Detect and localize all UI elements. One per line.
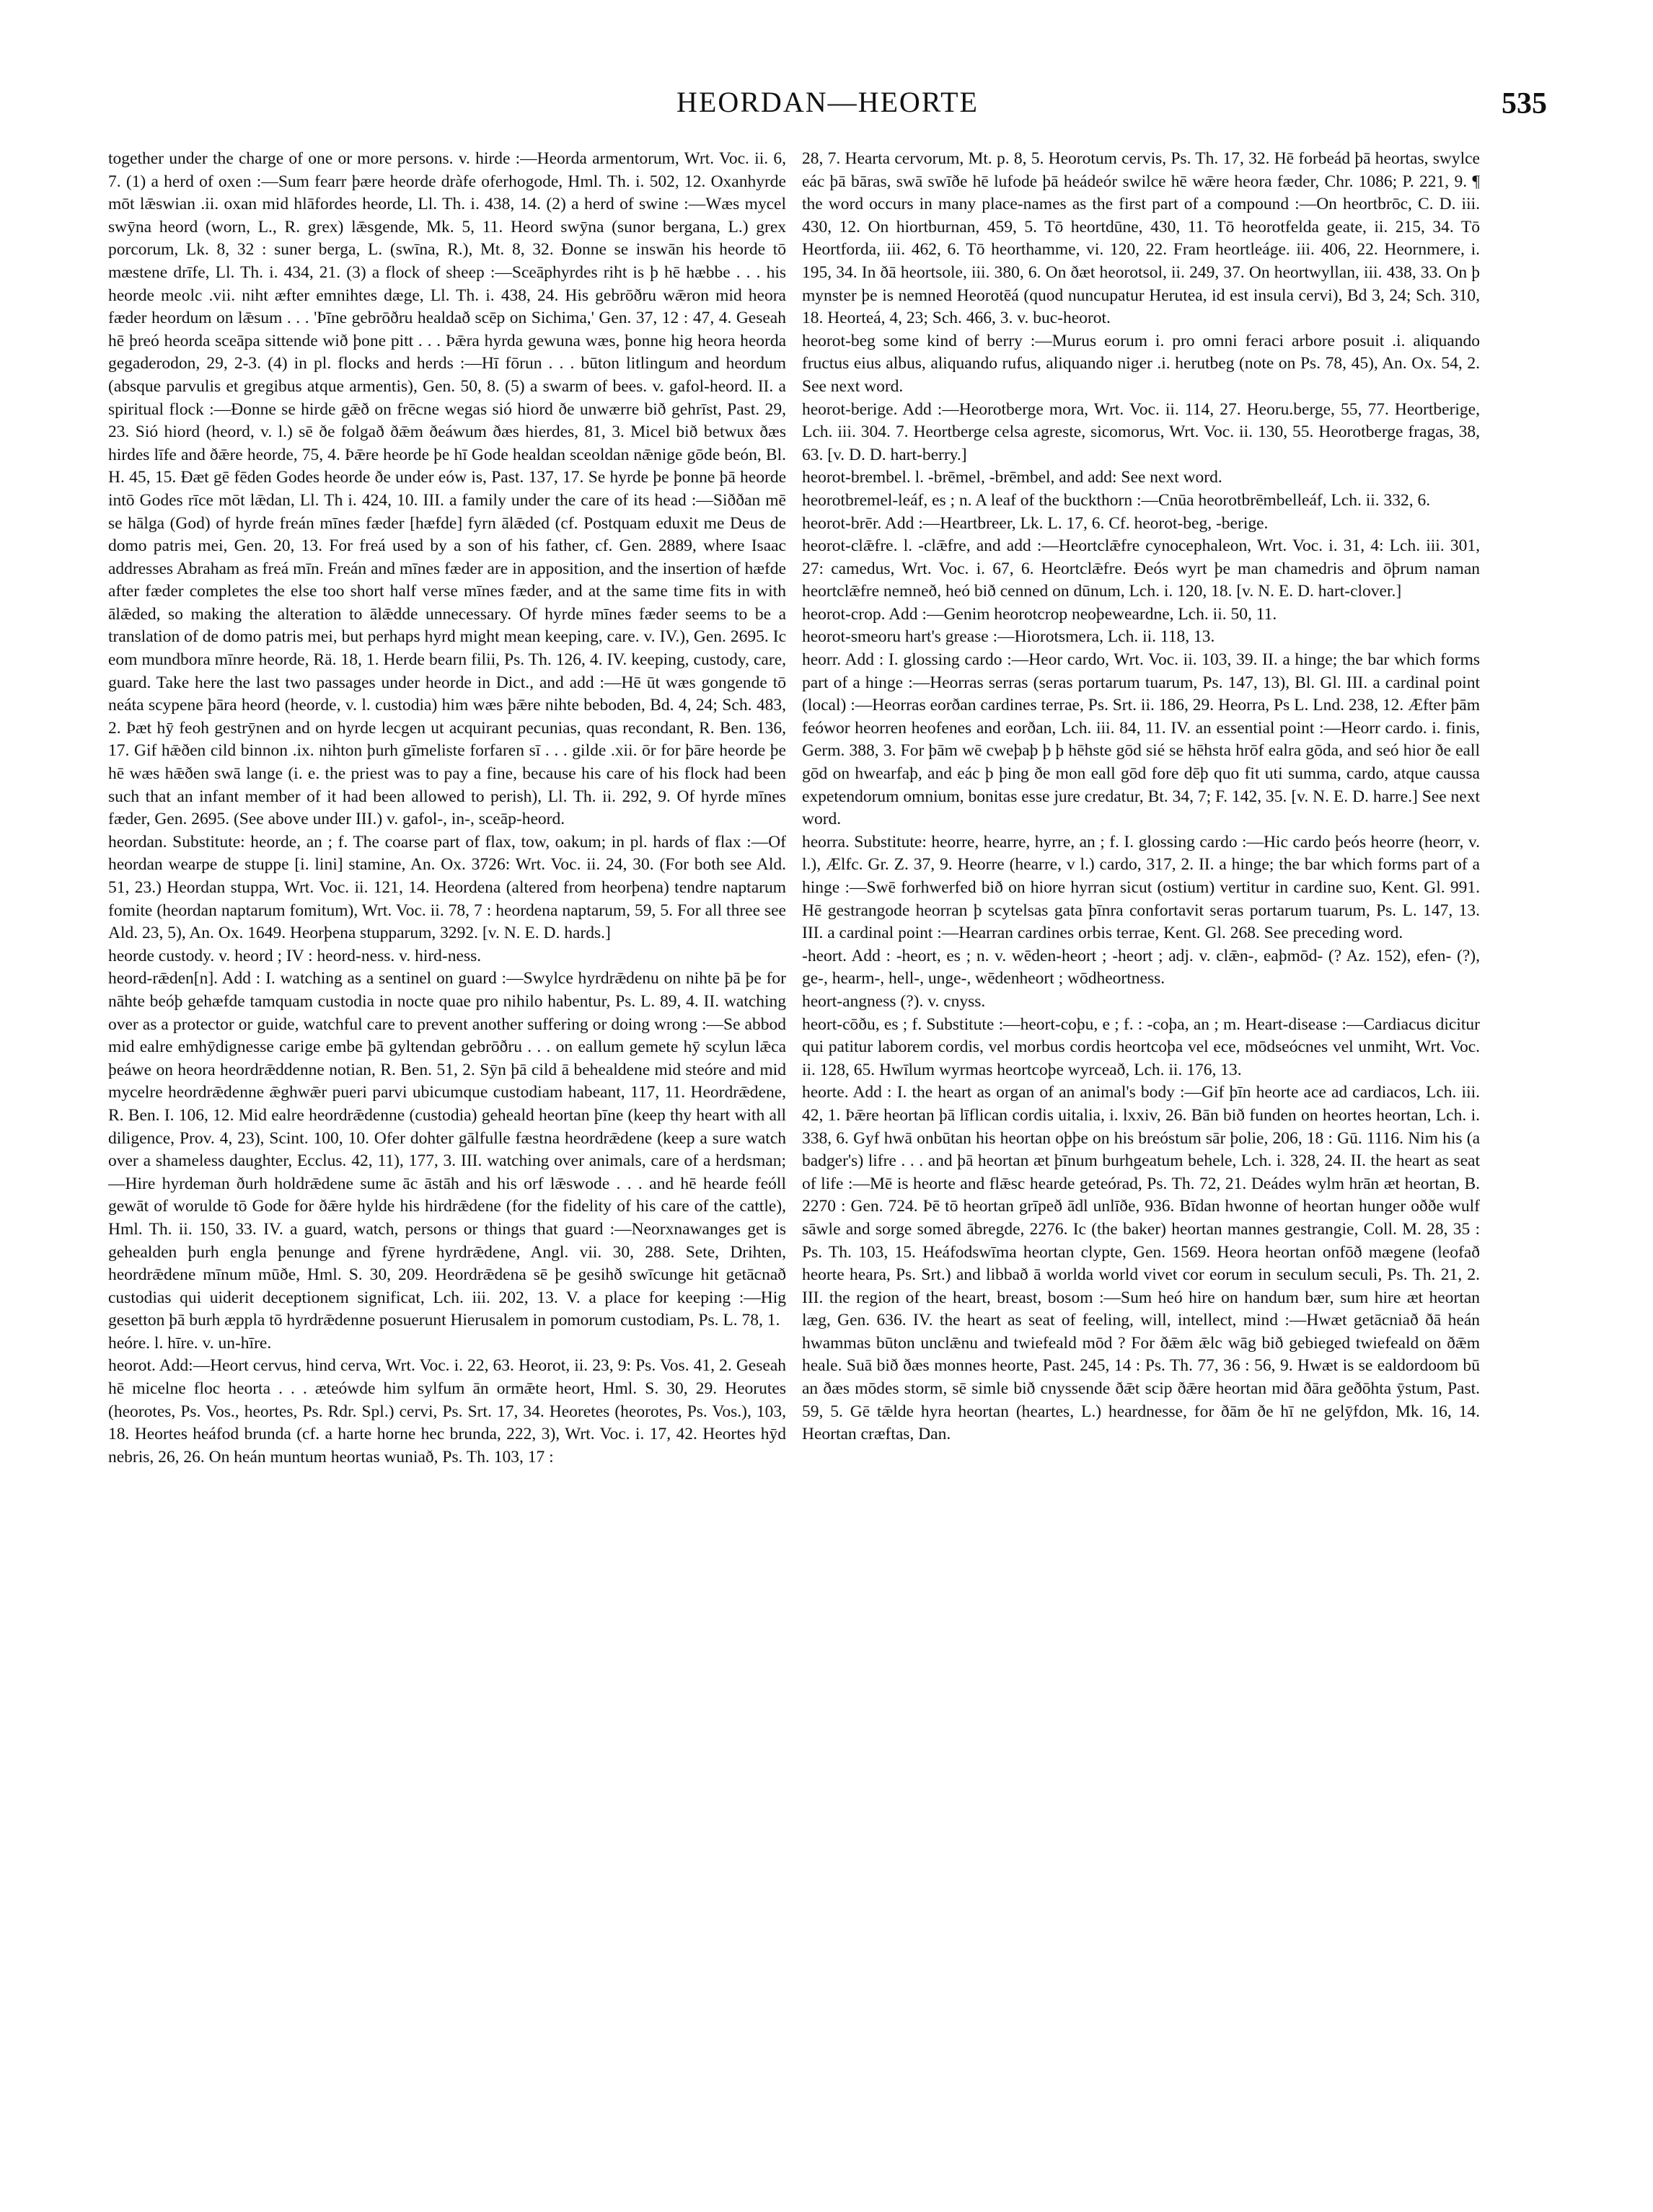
right-column	[802, 148, 1480, 2195]
entry-text: together under the charge of one or more persons. v. hirde :—Heorda armentorum, Wrt. Voc. ii. 6, 7. (1) a herd of oxen :—Sum fearr þære heorde dràfe oferhogode, Hml. Th. i. 502, 12. Oxanhyrde mōt lǣswian .ii. oxan mid hlāfordes heorde, Ll. Th. i. 438, 14. (2) a herd of swine :—Wæs mycel swȳna heord (worn, L., R. grex) lǣsgende, Mk. 5, 11. Heord swȳna (sunor bergana, L.) grex porcorum, Lk. 8, 32 : suner berga, L. (swīna, R.), Mt. 8, 32. Ðonne se inswān his heorde tō mæstene drīfe, Ll. Th. i. 434, 21. (3) a flock of sheep :—Sceāphyrdes riht is þ hē hæbbe . . . his heorde meolc .vii. niht æfter emnihtes dæge, Ll. Th. i. 438, 24. His gebrōðru wǣron mid heora fæder heordum on lǣsum . . . 'Þīne gebrōðru healdað scēp on Sichima,' Gen. 37, 12 : 47, 4. Geseah hē þreó heorda sceāpa sittende wið þone pitt . . . Þǣra hyrda gewuna wæs, þonne hig heora heorda gegaderodon, 29, 2-3. (4) in pl. flocks and herds :—Hī fōrun . . . būton litlingum and heordum (absque parvulis et gregibus atque armentis), Gen. 50, 8. (5) a swarm of bees. v. gafol-heord. II. a spiritual flock :—Ðonne se hirde gǣð on frēcne wegas sió hiord ðe unwærre bið gehrīst, Past. 29, 23. Sió hiord (heord, v. l.) sē ðe folgað ðǣm ðeáwum ðæs hierdes, 81, 3. Micel bið betwux ðæs hirdes līfe and ðǣre heorde, 75, 4. Þǣre heorde þe hī Gode healdan sceoldan nǣnige gōde beón, Bl. H. 45, 15. Ðæt gē fēden Godes heorde ðe under eów is, Past. 137, 17. Se hyrde þe þonne þā heorde intō Godes rīce mōt lǣdan, Ll. Th i. 424, 10. III. a family under the care of its head :—Siððan mē se hālga (God) of hyrde freán mīnes fæder [hæfde] fyrn ālǣded (cf. Postquam eduxit me Deus de domo patris mei, Gen. 20, 13. For freá used by a son of his father, cf. Gen. 2889, where Isaac addresses Abraham as freá mīn. Freán and mīnes fæder are in apposition, and the insertion of hæfde after fæder completes the else too short half verse mīnes fæder, and at the same time fits in with ālǣded, so making the alteration to ālǣdde unnecessary. Of hyrde mīnes fæder seems to be a translation of de domo patris mei, but perhaps hyrd might mean keeping, care. v. IV.), Gen. 2695. Ic eom mundbora mīnre heorde, Rä. 18, 1. Herde bearn filii, Ps. Th. 126, 4. IV. keeping, custody, care, guard. Take here the last two passages under heorde in Dict., and add :—Hē ūt wæs gongende tō neáta scypene þāra heord (heorde, v. l. custodia) him wæs þǣre nihte beboden, Bd. 4, 24; Sch. 483, 2. Þæt hȳ feoh gestrȳnen and on hyrde lecgen ut acquirant pecunias, quas recondant, R. Ben. 136, 17. Gif hǣðen cild binnon .ix. nihton þurh gīmeliste forfaren sī . . . gilde .xii. ōr for þāre heorde þe hē wæs hǣðen swā lange (i. e. the priest was to pay a fine, because his care of his flock had been such that an infant member of it had been allowed to perish), Ll. Th. ii. 292, 9. Of hyrde mīnes fæder, Gen. 2695. (See above under III.) v. gafol-, in-, sceāp-heord.	[108, 149, 786, 829]
entry-text: heorot-crop. Add :—Genim heorotcrop neoþeweardne, Lch. ii. 50, 11.	[802, 604, 1277, 624]
entry-text: heorot-brembel. l. -brēmel, -brēmbel, and add: See next word.	[802, 468, 1222, 487]
entry-text: heóre. l. hīre. v. un-hīre.	[108, 1333, 272, 1353]
running-head	[108, 85, 1547, 136]
entry-text: heorte. Add : I. the heart as organ of an animal's body :—Gif þīn heorte ace ad cardiacos, Lch. iii. 42, 1. Þǣre heortan þā līflican cordis uitalia, i. lxxiv, 26. Bān bið funden on heortes heortan, Lch. i. 338, 6. Gyf hwā onbūtan his heortan oþþe on his breóstum sār þolie, 206, 18 : Gū. 1116. Nim his (a badger's) lifre . . . and þā heortan æt þīnum burhgeatum behele, Lch. i. 328, 24. II. the heart as seat of life :—Mē is heorte and flǣsc hearde geteórad, Ps. Th. 72, 21. Deádes wylm hrān æt heortan, B. 2270 : Gen. 724. Þē tō heortan grīpeð ādl unlīðe, 936. Bīdan hwonne of heortan hunger oððe wulf sāwle and sorge somed ābregde, 2276. Ic (the baker) heortan mannes gestrangie, Coll. M. 28, 35 : Ps. Th. 103, 15. Heáfodswīma heortan clypte, Gen. 1569. Heora heortan onfōð mægene (leofað heorte heara, Ps. Srt.) and libbað ā worlda world vivet cor eorum in seculum seculi, Ps. Th. 21, 2. III. the region of the heart, breast, bosom :—Sum heó hire on handum bær, sum hire æt heortan læg, Gen. 636. IV. the heart as seat of feeling, will, intellect, mind :—Hwæt getācniað ðā heán hwammas būton unclǣnu and twiefeald mōd ? For ðǣm ǣlc wāg bið gebieged twiefeald on ðǣm heale. Suā bið ðæs monnes heorte, Past. 245, 14 : Ps. Th. 77, 36 : 56, 9. Hwæt is se ealdordoom bū an ðæs mōdes storm, sē simle bið cnyssende ðǣt scip ðǣre heortan mid ðāra geðōhta ȳstum, Past. 59, 5. Gē tǣlde hyra heortan (heartes, L.) heardnesse, for ðām ðe hī ne gelȳfdon, Mk. 16, 14. Heortan cræftas, Dan.	[802, 1083, 1480, 1444]
entry-text: heort-angness (?). v. cnyss.	[802, 991, 986, 1011]
entry-text: heort-cōðu, es ; f. Substitute :—heort-coþu, e ; f. : -coþa, an ; m. Heart-disease :—Cardiacus dicitur qui patitur laborem cordis, vel morbus cordis heortcoþa vel ece, mōdseócnes vel unmiht, Wrt. Voc. ii. 128, 65. Hwīlum wyrmas heortcoþe wyrceað, Lch. ii. 176, 13.	[802, 1014, 1480, 1079]
page-number: 535	[1502, 87, 1547, 120]
entry-text: heorra. Substitute: heorre, hearre, hyrre, an ; f. I. glossing cardo :—Hic cardo þeós heorre (heorr, v. l.), Ælfc. Gr. Z. 37, 9. Heorre (hearre, v l.) cardo, 317, 2. II. a hinge; the bar which forms part of a hinge :—Swē forhwerfed bið on hiore hyrran sicut (ostium) vertitur in cardine suo, Kent. Gl. 991. Hē gestrangode heorran þ scytelsas gata þīnra confortavit seras portarum tuarum, Ps. L. 147, 13. III. a cardinal point :—Hearran cardines orbis terrae, Kent. Gl. 268. See preceding word.	[802, 832, 1480, 943]
entry-text: 28, 7. Hearta cervorum, Mt. p. 8, 5. Heorotum cervis, Ps. Th. 17, 32. Hē forbeád þā heortas, swylce eác þā bāras, swā swīðe hē lufode þā heádeór swilce hē wǣre heora fæder, Chr. 1086; P. 221, 9. ¶ the word occurs in many place-names as the first part of a compound :—On heortbrōc, C. D. iii. 430, 12. On hiortburnan, 459, 5. Tō heortdūne, 430, 11. Tō heorotfelda geate, ii. 215, 34. Tō Heortforda, iii. 462, 6. Tō heorthamme, vi. 120, 22. Fram heortleáge. iii. 406, 22. Heornmere, i. 195, 34. In ðā heortsole, iii. 380, 6. On ðæt heorotsol, ii. 249, 37. On heortwyllan, iii. 438, 33. On þ mynster þe is nemned Heorotēá (quod nuncupatur Herutea, id est insula cervi), Bd 3, 24; Sch. 310, 18. Heorteá, 4, 23; Sch. 466, 3. v. buc-heorot.	[802, 149, 1480, 328]
entry-text: heorotbremel-leáf, es ; n. A leaf of the buckthorn :—Cnūa heorotbrēmbelleáf, Lch. ii. 332, 6.	[802, 490, 1431, 510]
entry-text: heorot. Add:—Heort cervus, hind cerva, Wrt. Voc. i. 22, 63. Heorot, ii. 23, 9: Ps. Vos. 41, 2. Geseah hē micelne floc heorta . . . æteówde him sylfum ān ormǣte heort, Hml. S. 30, 29. Heorutes (heorotes, Ps. Vos., heortes, Ps. Rdr. Spl.) cervi, Ps. Srt. 17, 34. Heoretes (heorotes, Ps. Vos.), 103, 18. Heortes heáfod brunda (cf. a harte horne hec brunda, 222, 3), Wrt. Voc. i. 17, 42. Heortes hȳd nebris, 26, 26. On heán muntum heortas wuniað, Ps. Th. 103, 17 :	[108, 1356, 786, 1466]
entry-text: heordan. Substitute: heorde, an ; f. The coarse part of flax, tow, oakum; in pl. hards of flax :—Of heordan wearpe de stuppe [i. lini] stamine, An. Ox. 3726: Wrt. Voc. ii. 24, 30. (For both see Ald. 51, 23.) Heordan stuppa, Wrt. Voc. ii. 121, 14. Heordena (altered from heorþena) tendre naptarum fomite (heordan naptarum fomitum), Wrt. Voc. ii. 78, 7 : heordena naptarum, 59, 5. For all three see Ald. 23, 5), An. Ox. 1649. Heorþena stupparum, 3292. [v. N. E. D. hards.]	[108, 832, 786, 943]
entry-text: heorot-berige. Add :—Heorotberge mora, Wrt. Voc. ii. 114, 27. Heoru.berge, 55, 77. Heortberige, Lch. iii. 304. 7. Heortberge celsa agreste, sicomorus, Wrt. Voc. ii. 130, 55. Heorotberge fragas, 38, 63. [v. D. D. hart-berry.]	[802, 399, 1480, 464]
left-column	[108, 148, 786, 2195]
entry-text: heorot-beg some kind of berry :—Murus eorum i. pro omni feraci arbore posuit .i. aliquando fructus eius albus, aliquando rufus, aliquando niger .i. herutbeg (note on Ps. 78, 45), An. Ox. 54, 2. See next word.	[802, 331, 1480, 396]
entry-text: -heort. Add : -heort, es ; n. v. wēden-heort ; -heort ; adj. v. clǣn-, eaþmōd- (? Az. 152), efen- (?), ge-, hearm-, hell-, unge-, wēdenheort ; wōdheortness.	[802, 946, 1480, 988]
entry-text: heorde custody. v. heord ; IV : heord-ness. v. hird-ness.	[108, 946, 482, 965]
page-title: HEORDAN—HEORTE	[676, 86, 979, 118]
entry-text: heord-rǣden[n]. Add : I. watching as a sentinel on guard :—Swylce hyrdrǣdenu on nihte þā þe for nāhte beóþ gehæfde tamquam custodia in nocte quae pro nihilo habentur, Ps. L. 89, 4. II. watching over as a protector or guide, watchful care to prevent another suffering or doing wrong :—Se abbod mid ealre emhȳdignesse carige embe þā gyltendan gebrōðru . . . on eallum gemete hȳ scylun lǣca þeáwe on heora heordrǣddenne notian, R. Ben. 51, 2. Sȳn þā cild ā behealdene mid steóre and mid mycelre heordrǣdenne ǣghwǣr pueri parvi ubicumque custodiam habeant, 117, 11. Heordrǣdene, R. Ben. I. 106, 12. Mid ealre heordrǣdenne (custodia) geheald heortan þīne (keep thy heart with all diligence, Prov. 4, 23), Scint. 100, 10. Ofer dohter gālfulle fæstna heordrǣdene (keep a sure watch over a shameless daughter, Ecclus. 42, 11), 177, 3. III. watching over animals, care of a herdsman;—Hire hyrdeman ðurh holdrǣdene sume āc āstāh and his orf lǣswode . . . and hē hearde feóll gewāt of worulde tō Gode for ðǣre hylde his hirdrǣdene (for the fidelity of his care of the cattle), Hml. Th. ii. 150, 33. IV. a guard, watch, persons or things that guard :—Neorxnawanges get is gehealden þurh engla þenunge and fȳrene hyrdrǣdene, Angl. vii. 30, 288. Sete, Drihten, heordrǣdene mīnum mūðe, Hml. S. 30, 209. Heordrǣdena sē þe gesihð swīcunge hit getācnað custodias qui uiderit deceptionem significat, Lch. iii. 202, 13. V. a place for keeping :—Hig gesetton þā burh æppla tō hyrdrǣdenne posuerunt Hierusalem in pomorum custodiam, Ps. L. 78, 1.	[108, 969, 786, 1330]
entry-text: heorot-clǣfre. l. -clǣfre, and add :—Heortclǣfre cynocephaleon, Wrt. Voc. i. 31, 4: Lch. iii. 301, 27: camedus, Wrt. Voc. i. 67, 6. Heortclǣfre. Ðeós wyrt þe man chamedris and ōþrum naman heortclǣfre nemneð, heó bið cenned on dūnum, Lch. i. 120, 18. [v. N. E. D. hart-clover.]	[802, 536, 1480, 601]
entry-text: heorot-brēr. Add :—Heartbreer, Lk. L. 17, 6. Cf. heorot-beg, -berige.	[802, 513, 1269, 533]
entry-text: heorr. Add : I. glossing cardo :—Heor cardo, Wrt. Voc. ii. 103, 39. II. a hinge; the bar which forms part of a hinge :—Heorras serras (seras portarum tuarum, Ps. 147, 13), Bl. Gl. III. a cardinal point (local) :—Heorras eorðan cardines terrae, Ps. Srt. ii. 186, 29. Heorra, Ps L. Lnd. 238, 12. Æfter þām feówor heorren heofenes and eorðan, Lch. iii. 84, 11. IV. an essential point :—Heorr cardo. i. finis, Germ. 388, 3. For þām wē cweþaþ þ þ hēhste gōd sié se hēhsta hrōf ealra gōda, and seó hior ðe eall gōd on hwearfaþ, and eác þ þing ðe mon eall gōd fore dēþ quo fit uti summa, cardo, atque caussa expetendorum omnium, bonitas esse jure credatur, Bt. 34, 7; F. 142, 35. [v. N. E. D. harre.] See next word.	[802, 650, 1480, 829]
entry-text: heorot-smeoru hart's grease :—Hiorotsmera, Lch. ii. 118, 13.	[802, 627, 1215, 647]
